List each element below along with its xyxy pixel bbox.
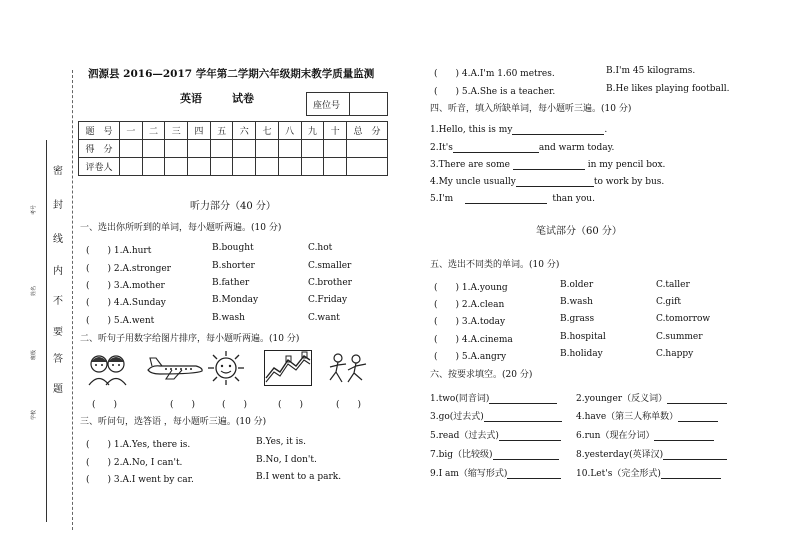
two-children-icon — [86, 352, 130, 386]
s6-blank-7[interactable] — [493, 450, 559, 460]
score-cell[interactable] — [347, 140, 388, 158]
s5-q3-a: ( ) 3.A.today — [434, 317, 506, 327]
s1-q2-a: ( ) 2.A.stronger — [86, 264, 171, 274]
seal-char: 答 — [53, 354, 63, 365]
s3-q5-a: ( ) 5.A.She is a teacher. — [434, 87, 556, 97]
score-header-cell: 四 — [188, 122, 211, 140]
s1-q2-b: B.shorter — [212, 261, 255, 271]
grader-cell[interactable] — [278, 158, 301, 176]
s6-q6 — [576, 428, 714, 441]
s1-q3-c: C.brother — [308, 278, 352, 288]
score-cell[interactable] — [301, 140, 324, 158]
s3-q1-b: B.Yes, it is. — [256, 437, 307, 447]
score-header-cell: 七 — [256, 122, 279, 140]
s6-q8 — [576, 447, 727, 460]
s3-q5-b: B.He likes playing football. — [606, 84, 730, 94]
s3-q3-b: B.I went to a park. — [256, 472, 342, 482]
s1-q1-a: ( ) 1.A.hurt — [86, 246, 152, 256]
binding-line — [46, 140, 47, 522]
s3-q2-b: B.No, I don't. — [256, 455, 317, 465]
seal-char: 封 — [53, 200, 63, 211]
section-2-title: 二、听句子用数字给图片排序，每小题听两遍。(10 分) — [80, 334, 300, 344]
section-6-title: 六、按要求填空。(20 分) — [430, 370, 533, 380]
grader-cell[interactable] — [324, 158, 347, 176]
s4-line-4 — [430, 177, 664, 187]
score-header-cell: 九 — [301, 122, 324, 140]
s1-q1-c: C.hot — [308, 243, 333, 253]
subject-label: 英语 — [180, 92, 202, 105]
s5-q2-b: B.wash — [560, 297, 593, 307]
seal-char: 不 — [53, 296, 63, 307]
s4-blank-4[interactable] — [516, 177, 594, 187]
score-cell[interactable] — [278, 140, 301, 158]
s4-line-4-text: 4.My uncle usually — [430, 177, 516, 187]
score-header-cell: 八 — [278, 122, 301, 140]
grader-cell[interactable] — [188, 158, 211, 176]
s5-q1-c: C.taller — [656, 280, 690, 290]
s5-q4-a: ( ) 4.A.cinema — [434, 335, 513, 345]
s5-q3-b: B.grass — [560, 314, 595, 324]
s3-q2-a: ( ) 2.A.No, I can't. — [86, 458, 183, 468]
seal-char: 要 — [53, 327, 63, 338]
s1-q4-c: C.Friday — [308, 295, 348, 305]
s6-blank-10[interactable] — [661, 469, 721, 479]
seal-char: 线 — [53, 234, 63, 245]
s4-line-1-end: . — [604, 125, 608, 135]
s6-q3-text: 3.go(过去式) — [430, 412, 484, 422]
s6-blank-2[interactable] — [667, 394, 727, 404]
s3-q3-a: ( ) 3.A.I went by car. — [86, 475, 194, 485]
score-cell[interactable] — [256, 140, 279, 158]
s6-q3 — [430, 409, 562, 422]
score-header-cell: 五 — [210, 122, 233, 140]
s6-blank-4[interactable] — [678, 412, 718, 422]
score-cell[interactable] — [165, 140, 188, 158]
grader-cell[interactable] — [210, 158, 233, 176]
grader-cell[interactable] — [142, 158, 165, 176]
s4-blank-2[interactable] — [453, 143, 539, 153]
picture-answer-5[interactable]: ( ) — [336, 400, 362, 410]
s6-blank-1[interactable] — [489, 394, 557, 404]
s6-q8-text: 8.yesterday(英译汉) — [576, 450, 664, 460]
exam-title: 泗源县 2016—2017 学年第二学期六年级期末教学质量监测 — [88, 68, 375, 80]
score-cell[interactable] — [210, 140, 233, 158]
s4-line-1-text: 1.Hello, this is my — [430, 125, 513, 135]
score-cell[interactable] — [324, 140, 347, 158]
score-header-cell: 三 — [165, 122, 188, 140]
s5-q5-c: C.happy — [656, 349, 694, 359]
score-row-label: 得 分 — [79, 140, 120, 158]
score-table — [78, 121, 388, 176]
s4-line-3-text: 3.There are some — [430, 160, 510, 170]
picture-answer-2[interactable]: ( ) — [170, 400, 196, 410]
s6-q10 — [576, 466, 721, 479]
section-1-title: 一、选出你所听到的单词，每小题听两遍。(10 分) — [80, 223, 282, 233]
s4-line-1 — [430, 125, 607, 135]
s1-q3-b: B.father — [212, 278, 250, 288]
s5-q5-a: ( ) 5.A.angry — [434, 352, 507, 362]
s4-blank-5[interactable] — [465, 194, 547, 204]
section-3-title: 三、听问句，选答语 ，每小题听三遍。(10 分) — [80, 417, 267, 427]
grader-cell[interactable] — [301, 158, 324, 176]
s3-q4-a: ( ) 4.A.I'm 1.60 metres. — [434, 69, 555, 79]
s6-q2-text: 2.younger（反义词） — [576, 394, 668, 404]
seal-char: 密 — [53, 166, 63, 177]
seal-dashed-line — [72, 70, 73, 530]
section-5-title: 五、选出不同类的单词。(10 分) — [430, 260, 560, 270]
s5-q4-b: B.hospital — [560, 332, 606, 342]
s4-line-3-end: in my pencil box. — [587, 160, 666, 170]
score-cell[interactable] — [142, 140, 165, 158]
picture-answer-3[interactable]: ( ) — [222, 400, 248, 410]
score-header-cell: 一 — [120, 122, 143, 140]
s4-line-2-end: and warm today. — [538, 143, 615, 153]
s4-line-3 — [430, 160, 665, 170]
great-wall-icon — [264, 350, 312, 386]
s6-q7-text: 7.big（比较级) — [430, 450, 493, 460]
s6-q5-text: 5.read（过去式) — [430, 431, 499, 441]
s4-blank-3[interactable] — [513, 160, 585, 170]
listening-section-title: 听力部分（40 分） — [190, 201, 276, 212]
s6-blank-5[interactable] — [499, 431, 561, 441]
s1-q5-c: C.want — [308, 313, 340, 323]
seal-char: 题 — [53, 384, 63, 395]
s4-line-5 — [430, 194, 595, 204]
s6-blank-8[interactable] — [663, 450, 727, 460]
written-section-title: 笔试部分（60 分） — [536, 226, 622, 237]
s6-q4-text: 4.have（第三人称单数） — [576, 412, 679, 422]
s3-q1-a: ( ) 1.A.Yes, there is. — [86, 440, 191, 450]
s5-q1-b: B.older — [560, 280, 594, 290]
sun-icon — [206, 350, 246, 386]
s6-q6-text: 6.run（现在分词） — [576, 431, 655, 441]
running-children-icon — [326, 352, 370, 386]
s5-q2-a: ( ) 2.A.clean — [434, 300, 505, 310]
score-cell[interactable] — [233, 140, 256, 158]
grader-cell[interactable] — [347, 158, 388, 176]
s4-blank-1[interactable] — [512, 125, 604, 135]
airplane-icon — [146, 356, 204, 380]
s1-q3-a: ( ) 3.A.mother — [86, 281, 165, 291]
s6-q1-text: 1.two(同音词) — [430, 394, 490, 404]
s5-q2-c: C.gift — [656, 297, 682, 307]
s6-q9 — [430, 466, 561, 479]
s4-line-2 — [430, 143, 614, 153]
s1-q5-b: B.wash — [212, 313, 245, 323]
s6-q5 — [430, 428, 561, 441]
picture-answer-4[interactable]: ( ) — [278, 400, 304, 410]
s4-line-5-text: 5.I'm — [430, 194, 454, 204]
s6-q9-text: 9.I am（缩写形式) — [430, 469, 508, 479]
field-label-school: 学校 — [31, 409, 37, 420]
s1-q4-b: B.Monday — [212, 295, 259, 305]
s6-q1 — [430, 391, 557, 404]
s5-q5-b: B.holiday — [560, 349, 603, 359]
score-header-cell: 六 — [233, 122, 256, 140]
grader-cell[interactable] — [120, 158, 143, 176]
seal-char: 内 — [53, 266, 63, 277]
field-label-name: 姓名 — [31, 285, 37, 296]
field-label-exam-no: 考号 — [31, 204, 37, 215]
seat-number-box — [306, 92, 388, 116]
grader-cell[interactable] — [165, 158, 188, 176]
score-header-cell: 题 号 — [79, 122, 120, 140]
grader-row-label: 评卷人 — [79, 158, 120, 176]
s6-q7 — [430, 447, 559, 460]
score-header-cell: 总 分 — [347, 122, 388, 140]
score-cell[interactable] — [120, 140, 143, 158]
s4-line-2-text: 2.It's — [430, 143, 453, 153]
section-4-title: 四、听音，填入所缺单词，每小题听三遍。(10 分) — [430, 104, 632, 114]
s4-line-4-end: to work by bus. — [593, 177, 665, 187]
score-cell[interactable] — [188, 140, 211, 158]
paper-label: 试卷 — [232, 92, 254, 105]
s3-q4-b: B.I'm 45 kilograms. — [606, 66, 696, 76]
grader-cell[interactable] — [233, 158, 256, 176]
score-header-cell: 十 — [324, 122, 347, 140]
s1-q1-b: B.bought — [212, 243, 254, 253]
s5-q1-a: ( ) 1.A.young — [434, 283, 508, 293]
picture-answer-1[interactable]: ( ) — [92, 400, 118, 410]
s1-q4-a: ( ) 4.A.Sunday — [86, 298, 166, 308]
field-label-class: 班级 — [31, 349, 37, 360]
score-header-cell: 二 — [142, 122, 165, 140]
s6-q2 — [576, 391, 727, 404]
s5-q3-c: C.tomorrow — [656, 314, 711, 324]
seat-number-label: 座位号 — [313, 101, 341, 111]
grader-cell[interactable] — [256, 158, 279, 176]
s5-q4-c: C.summer — [656, 332, 703, 342]
s6-blank-9[interactable] — [507, 469, 561, 479]
s6-q10-text: 10.Let's（完全形式) — [576, 469, 661, 479]
s6-q4 — [576, 409, 718, 422]
s1-q2-c: C.smaller — [308, 261, 352, 271]
s6-blank-6[interactable] — [654, 431, 714, 441]
s1-q5-a: ( ) 5.A.went — [86, 316, 155, 326]
s6-blank-3[interactable] — [484, 412, 562, 422]
s4-line-5-end: than you. — [552, 194, 595, 204]
